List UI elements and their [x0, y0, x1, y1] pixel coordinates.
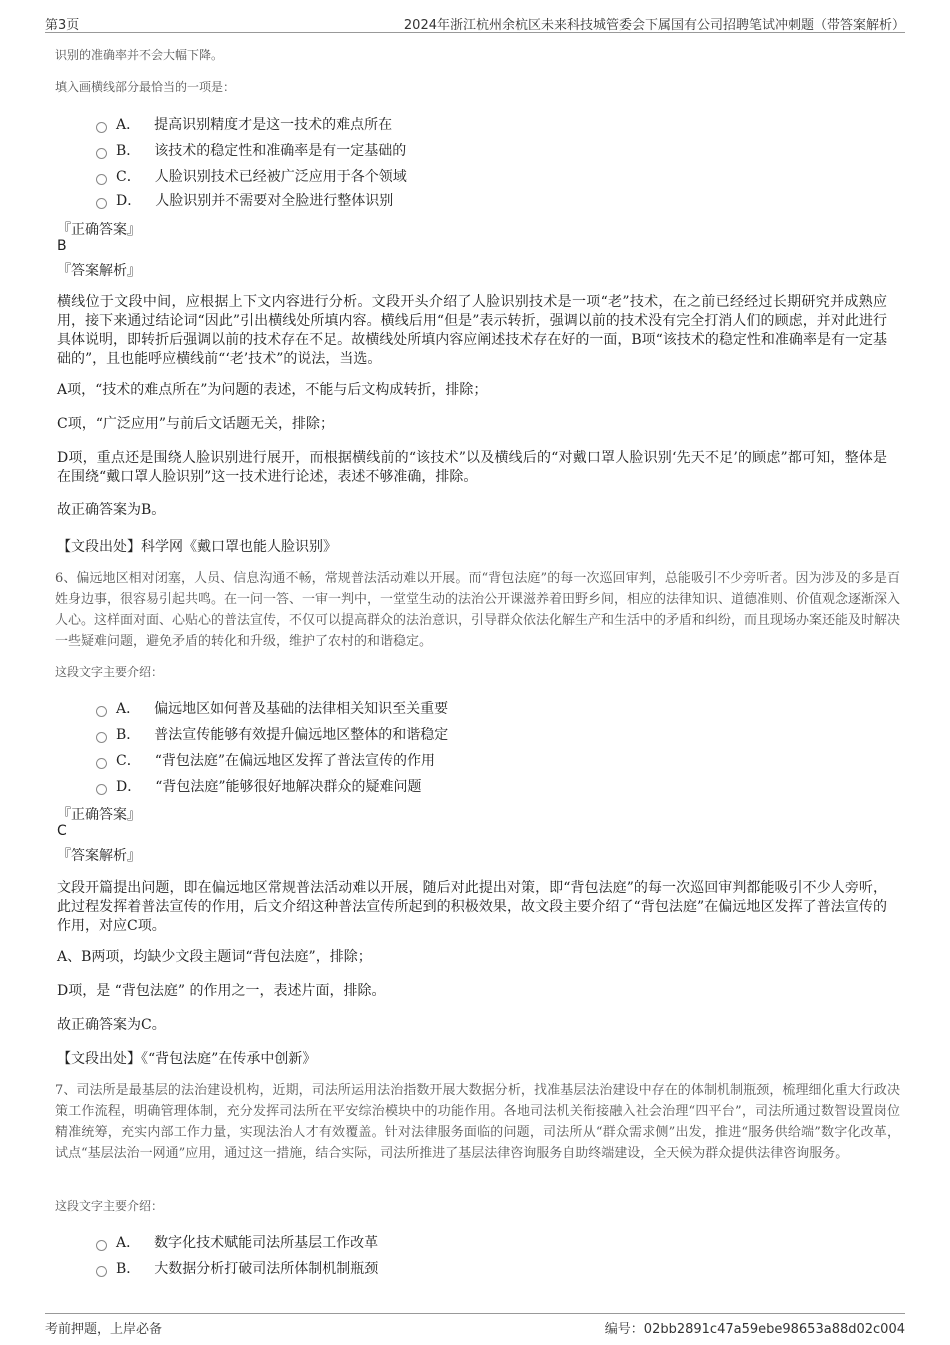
document-title: 2024年浙江杭州余杭区未来科技城管委会下属国有公司招聘笔试冲刺题（带答案解析）	[403, 18, 905, 33]
q6-option-c[interactable]: C． “背包法庭”在偏远地区发挥了普法宣传的作用	[96, 749, 435, 771]
radio-icon[interactable]	[96, 174, 107, 185]
q5-option-b[interactable]: B． 该技术的稳定性和准确率是有一定基础的	[96, 139, 406, 161]
q5-answer: B	[57, 238, 67, 254]
q5-analysis-conclusion: 故正确答案为B。	[57, 502, 166, 518]
q5-analysis-main: 横线位于文段中间，应根据上下文内容进行分析。文段开头介绍了人脸识别技术是一项“老”技术，在之前已经经过长期研究并成熟应用，接下来通过结论词“因此”引出横线处所填内容。横线后用“但是”表示转折，强调以前的技术没有完全打消人们的顾虑，并对此进行具体说明，即转折后强调以前的技术存在不足。故横线处所填内容应阐述技术存在好的一面，B项“该技术的稳定性和准确率是有一定基础的”，且也能呼应横线前“‘老’技术”的说法，当选。	[57, 294, 887, 367]
q5-source: 【文段出处】科学网《戴口罩也能人脸识别》	[57, 539, 337, 555]
radio-icon[interactable]	[96, 148, 107, 159]
q6-question-text: 6、偏远地区相对闭塞，人员、信息沟通不畅，常规普法活动难以开展。而“背包法庭”的每一次巡回审判，总能吸引不少旁听者。因为涉及的多是百姓身边事，很容易引起共鸣。在一问一答、一审一判中，一堂堂生动的法治公开课滋养着田野乡间，相应的法律知识、道德准则、价值观念逐渐深入人心。这样面对面、心贴心的普法宣传，不仅可以提高群众的法治意识，引导群众依法化解生产和生活中的矛盾和纠纷，而且现场办案还能及时解决一些疑难问题，避免矛盾的转化和升级，维护了农村的和谐稳定。	[55, 571, 901, 649]
radio-icon[interactable]	[96, 198, 107, 209]
page-footer	[45, 1313, 905, 1336]
q5-prompt: 填入画横线部分最恰当的一项是：	[55, 80, 236, 94]
radio-icon[interactable]	[96, 784, 107, 795]
q5-option-c[interactable]: C． 人脸识别技术已经被广泛应用于各个领域	[96, 165, 407, 187]
q7-prompt: 这段文字主要介绍：	[55, 1199, 164, 1213]
q6-analysis-d: D项，是 “背包法庭” 的作用之一，表述片面，排除。	[57, 983, 386, 999]
q6-option-d[interactable]: D． “背包法庭”能够很好地解决群众的疑难问题	[96, 775, 422, 797]
q5-answer-label: 『正确答案』	[57, 222, 141, 238]
radio-icon[interactable]	[96, 1266, 107, 1277]
q6-option-b[interactable]: B． 普法宣传能够有效提升偏远地区整体的和谐稳定	[96, 723, 448, 745]
q6-option-a[interactable]: A． 偏远地区如何普及基础的法律相关知识至关重要	[96, 697, 448, 719]
q5-intro-tail: 识别的准确率并不会大幅下降。	[55, 48, 224, 62]
q6-analysis-main: 文段开篇提出问题，即在偏远地区常规普法活动难以开展，随后对此提出对策，即“背包法庭”的每一次巡回审判都能吸引不少人旁听，此过程发挥着普法宣传的作用，后文介绍这种普法宣传所起到的积极效果，故文段主要介绍了“背包法庭”在偏远地区发挥了普法宣传的作用，对应C项。	[57, 880, 887, 934]
q5-analysis-d: D项，重点还是围绕人脸识别进行展开，而根据横线前的“该技术”以及横线后的“对戴口罩人脸识别‘先天不足’的顾虑”都可知，整体是在围绕“戴口罩人脸识别”这一技术进行论述，表述不够准确，排除。	[57, 450, 887, 485]
q6-answer-label: 『正确答案』	[57, 807, 141, 823]
q6-source: 【文段出处】《“背包法庭”在传承中创新》	[57, 1051, 317, 1067]
q6-analysis-label: 『答案解析』	[57, 848, 141, 864]
radio-icon[interactable]	[96, 758, 107, 769]
page-number: 第3页	[45, 18, 80, 33]
footer-slogan: 考前押题，上岸必备	[45, 1322, 163, 1337]
radio-icon[interactable]	[96, 706, 107, 717]
q5-option-a[interactable]: A． 提高识别精度才是这一技术的难点所在	[96, 113, 392, 135]
q5-analysis-a: A项，“技术的难点所在”为问题的表述，不能与后文构成转折，排除；	[57, 382, 488, 398]
q5-option-d[interactable]: D． 人脸识别并不需要对全脸进行整体识别	[96, 189, 393, 211]
q6-answer: C	[57, 823, 67, 839]
radio-icon[interactable]	[96, 732, 107, 743]
document-code: 编号：02bb2891c47a59ebe98653a88d02c004	[604, 1322, 905, 1337]
q5-analysis-label: 『答案解析』	[57, 263, 141, 279]
q6-analysis-conclusion: 故正确答案为C。	[57, 1017, 166, 1033]
q6-analysis-ab: A、B两项，均缺少文段主题词“背包法庭”，排除；	[57, 949, 372, 965]
radio-icon[interactable]	[96, 1240, 107, 1251]
page-header	[45, 8, 905, 33]
q7-option-b[interactable]: B． 大数据分析打破司法所体制机制瓶颈	[96, 1257, 378, 1279]
q6-prompt: 这段文字主要介绍：	[55, 665, 164, 679]
q7-question-text: 7、司法所是最基层的法治建设机构，近期，司法所运用法治指数开展大数据分析，找准基层法治建设中存在的体制机制瓶颈，梳理细化重大行政决策工作流程，明确管理体制，充分发挥司法所在平安综治模块中的功能作用。各地司法机关衔接融入社会治理“四平台”，司法所通过数智设置岗位精准统筹，充实内部工作力量，实现法治人才有效覆盖。针对法律服务面临的问题，司法所从“群众需求侧”出发，推进“服务供给端”数字化改革，试点“基层法治一网通”应用，通过这一措施，结合实际，司法所推进了基层法律咨询服务自助终端建设，全天候为群众提供法律咨询服务。	[55, 1083, 900, 1161]
radio-icon[interactable]	[96, 122, 107, 133]
q7-option-a[interactable]: A． 数字化技术赋能司法所基层工作改革	[96, 1231, 378, 1253]
q5-analysis-c: C项，“广泛应用”与前后文话题无关，排除；	[57, 416, 335, 432]
